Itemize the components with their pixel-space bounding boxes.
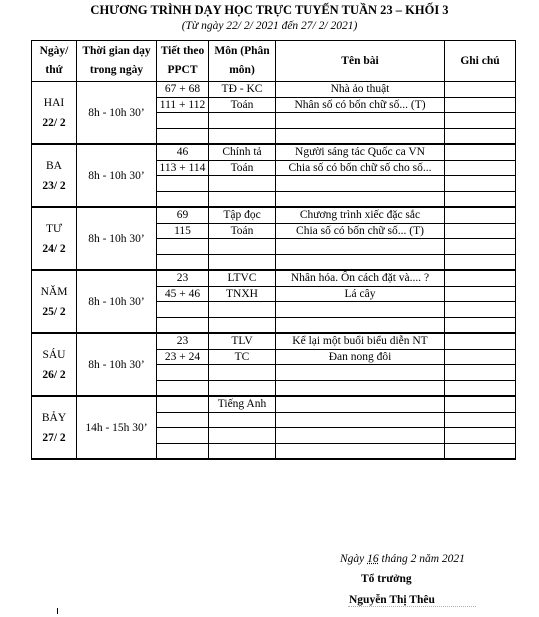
time-cell: 14h - 15h 30’ <box>77 396 157 459</box>
date-range-subtitle: (Từ ngày 22/ 2/ 2021 đến 27/ 2/ 2021) <box>181 20 358 32</box>
period-cell <box>157 113 209 129</box>
lesson-cell: Chia số có bốn chữ số... (T) <box>276 223 445 239</box>
lesson-cell <box>276 176 445 192</box>
period-cell: 67 + 68 <box>157 82 209 98</box>
subject-cell: TĐ - KC <box>209 82 276 98</box>
signer-name: Nguyễn Thị Thêu <box>349 594 435 606</box>
day-name: SÁU <box>42 348 66 361</box>
table-row <box>32 207 516 223</box>
day-name: BẢY <box>41 411 67 424</box>
header-time: Thời gian dạy trong ngày <box>77 41 157 82</box>
day-date: 24/ 2 <box>42 242 66 255</box>
header-day: Ngày/ thứ <box>32 41 77 82</box>
period-cell: 111 + 112 <box>157 97 209 113</box>
day-name: TƯ <box>46 222 62 235</box>
period-cell: 115 <box>157 223 209 239</box>
faded-text-line <box>348 606 476 611</box>
lesson-cell <box>276 365 445 381</box>
note-cell <box>445 254 516 270</box>
lesson-cell <box>276 428 445 444</box>
subject-cell: TC <box>209 349 276 365</box>
note-cell <box>445 270 516 286</box>
table-row <box>32 144 516 160</box>
header-period: Tiết theo PPCT <box>157 41 209 82</box>
day-name: BA <box>46 159 62 172</box>
day-cell <box>32 270 77 333</box>
lesson-cell: Đan nong đôi <box>276 349 445 365</box>
note-cell <box>445 176 516 192</box>
subject-cell <box>209 443 276 459</box>
header-lesson: Tên bài <box>276 41 445 82</box>
lesson-cell <box>276 113 445 129</box>
period-cell: 69 <box>157 207 209 223</box>
period-cell: 45 + 46 <box>157 286 209 302</box>
subject-cell: TLV <box>209 333 276 349</box>
period-cell <box>157 380 209 396</box>
period-cell <box>157 239 209 255</box>
note-cell <box>445 160 516 176</box>
note-cell <box>445 113 516 129</box>
time-cell: 8h - 10h 30’ <box>77 333 157 396</box>
date-day: 16 <box>367 553 379 565</box>
subject-cell: Toán <box>209 160 276 176</box>
period-cell <box>157 317 209 333</box>
lesson-cell <box>276 191 445 207</box>
period-cell <box>157 396 209 412</box>
day-date: 23/ 2 <box>42 179 66 192</box>
subject-cell <box>209 191 276 207</box>
note-cell <box>445 286 516 302</box>
subject-cell <box>209 380 276 396</box>
subject-cell <box>209 239 276 255</box>
note-cell <box>445 207 516 223</box>
lesson-cell <box>276 443 445 459</box>
period-cell: 23 <box>157 333 209 349</box>
time-cell: 8h - 10h 30’ <box>77 270 157 333</box>
day-date: 25/ 2 <box>42 305 66 318</box>
note-cell <box>445 428 516 444</box>
note-cell <box>445 412 516 428</box>
period-cell <box>157 302 209 318</box>
time-cell: 8h - 10h 30’ <box>77 144 157 207</box>
page-mark <box>57 608 58 614</box>
day-date: 27/ 2 <box>42 431 66 444</box>
note-cell <box>445 380 516 396</box>
period-cell: 113 + 114 <box>157 160 209 176</box>
subject-cell <box>209 412 276 428</box>
subject-cell <box>209 317 276 333</box>
period-cell <box>157 412 209 428</box>
subject-cell <box>209 113 276 129</box>
note-cell <box>445 144 516 160</box>
period-cell <box>157 128 209 144</box>
subject-cell: Chính tả <box>209 144 276 160</box>
subject-cell <box>209 128 276 144</box>
time-cell: 8h - 10h 30’ <box>77 82 157 145</box>
lesson-cell <box>276 380 445 396</box>
note-cell <box>445 317 516 333</box>
day-cell <box>32 82 77 145</box>
lesson-cell <box>276 254 445 270</box>
note-cell <box>445 349 516 365</box>
period-cell: 46 <box>157 144 209 160</box>
lesson-cell <box>276 396 445 412</box>
lesson-cell <box>276 317 445 333</box>
table-row <box>32 82 516 98</box>
lesson-cell <box>276 412 445 428</box>
period-cell <box>157 365 209 381</box>
day-name: HAI <box>43 96 65 109</box>
day-cell <box>32 396 77 459</box>
lesson-cell <box>276 302 445 318</box>
period-cell <box>157 443 209 459</box>
note-cell <box>445 191 516 207</box>
lesson-cell <box>276 128 445 144</box>
period-cell <box>157 254 209 270</box>
note-cell <box>445 396 516 412</box>
schedule-body <box>32 82 516 460</box>
header-subject: Môn (Phân môn) <box>209 41 276 82</box>
table-row <box>32 333 516 349</box>
day-cell <box>32 207 77 270</box>
period-cell <box>157 191 209 207</box>
subject-cell <box>209 428 276 444</box>
day-name: NĂM <box>40 285 68 298</box>
schedule-table <box>31 40 516 460</box>
time-cell: 8h - 10h 30’ <box>77 207 157 270</box>
day-cell <box>32 144 77 207</box>
lesson-cell: Chia số có bốn chữ số cho số... <box>276 160 445 176</box>
note-cell <box>445 302 516 318</box>
page-title: CHƯƠNG TRÌNH DẠY HỌC TRỰC TUYẾN TUẦN 23 – KHỐI 3 <box>90 3 449 17</box>
day-date: 26/ 2 <box>42 368 66 381</box>
note-cell <box>445 333 516 349</box>
subject-cell <box>209 176 276 192</box>
lesson-cell <box>276 239 445 255</box>
signer-role: Tổ trưởng <box>361 573 412 585</box>
day-cell <box>32 333 77 396</box>
note-cell <box>445 82 516 98</box>
header-note: Ghi chú <box>445 41 516 82</box>
table-row <box>32 396 516 412</box>
note-cell <box>445 223 516 239</box>
lesson-cell: Chương trình xiếc đặc sắc <box>276 207 445 223</box>
period-cell <box>157 176 209 192</box>
note-cell <box>445 239 516 255</box>
signature-date: Ngày 16 tháng 2 năm 2021 <box>340 553 465 565</box>
subject-cell: Toán <box>209 97 276 113</box>
note-cell <box>445 128 516 144</box>
note-cell <box>445 365 516 381</box>
lesson-cell: Người sáng tác Quốc ca VN <box>276 144 445 160</box>
subject-cell <box>209 365 276 381</box>
subject-cell <box>209 302 276 318</box>
lesson-cell: Nhân số có bốn chữ số... (T) <box>276 97 445 113</box>
note-cell <box>445 443 516 459</box>
period-cell: 23 <box>157 270 209 286</box>
subject-cell: Tập đọc <box>209 207 276 223</box>
subject-cell <box>209 254 276 270</box>
subject-cell: Toán <box>209 223 276 239</box>
lesson-cell: Nhân hóa. Ôn cách đặt và.... ? <box>276 270 445 286</box>
table-row <box>32 270 516 286</box>
header-row <box>32 41 516 82</box>
period-cell <box>157 428 209 444</box>
period-cell: 23 + 24 <box>157 349 209 365</box>
subject-cell: TNXH <box>209 286 276 302</box>
subject-cell: LTVC <box>209 270 276 286</box>
note-cell <box>445 97 516 113</box>
subject-cell: Tiếng Anh <box>209 396 276 412</box>
lesson-cell: Nhà ảo thuật <box>276 82 445 98</box>
lesson-cell: Kể lại một buổi biểu diễn NT <box>276 333 445 349</box>
day-date: 22/ 2 <box>42 116 66 129</box>
lesson-cell: Lá cây <box>276 286 445 302</box>
